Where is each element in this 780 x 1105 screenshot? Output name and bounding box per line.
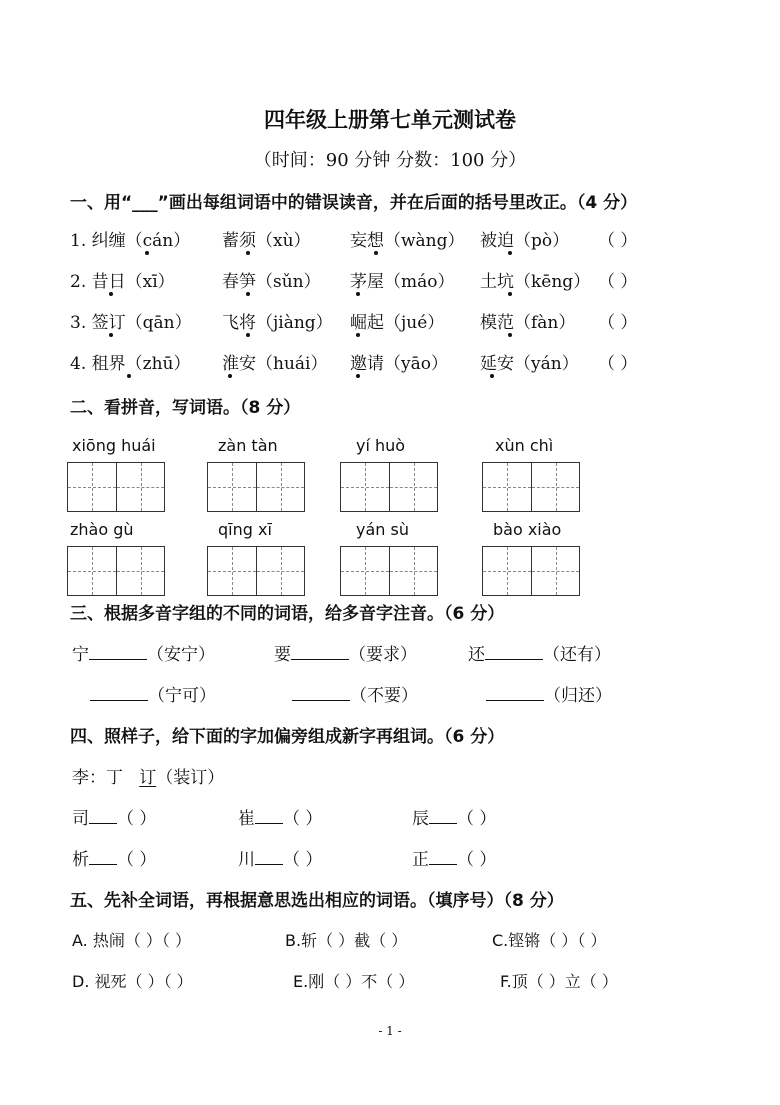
polyphone-row2-1: （宁可）: [90, 681, 216, 706]
s1-r3-answer: （ ）: [598, 313, 638, 333]
answer-blank[interactable]: [89, 645, 147, 660]
answer-blank[interactable]: [429, 809, 457, 824]
section-5-heading: 五、先补全词语，再根据意思选出相应的词语。（填序号）（8 分）: [70, 891, 564, 911]
writing-grid[interactable]: [207, 462, 305, 512]
emphasis-dot: [374, 251, 378, 255]
s1-r4-c1: 4. 租界（zhū）: [70, 354, 191, 374]
emphasis-dot: [246, 251, 250, 255]
pinyin-4: xùn chì: [495, 436, 554, 455]
section-4-heading: 四、照样子，给下面的字加偏旁组成新字再组词。（6 分）: [70, 727, 505, 747]
s1-r1-c4: 被迫（pò）: [480, 231, 570, 251]
answer-blank[interactable]: [486, 686, 544, 701]
radical-item-3: 辰 （ ）: [412, 809, 497, 829]
answer-blank[interactable]: [429, 850, 457, 865]
emphasis-dot: [145, 251, 149, 255]
radical-item-4: 析 （ ）: [72, 850, 157, 870]
emphasis-dot: [246, 292, 250, 296]
s1-r2-c1: 2. 昔日（xī）: [70, 272, 175, 292]
s1-r3-c2: 飞将（jiàng）: [222, 313, 333, 333]
answer-blank[interactable]: [90, 686, 148, 701]
exam-info: （时间：90 分钟 分数：100 分）: [253, 150, 527, 171]
emphasis-dot: [109, 292, 113, 296]
s1-r3-c1: 3. 签订（qān）: [70, 313, 192, 333]
emphasis-dot: [508, 333, 512, 337]
answer-blank[interactable]: [255, 850, 283, 865]
pinyin-5: zhào gù: [70, 520, 134, 539]
polyphone-row2-3: （归还）: [486, 681, 612, 706]
emphasis-dot: [356, 333, 360, 337]
writing-grid[interactable]: [67, 546, 165, 596]
emphasis-dot: [228, 374, 232, 378]
s1-r2-c4: 土坑（kēng）: [480, 272, 591, 292]
answer-blank[interactable]: [291, 645, 349, 660]
emphasis-dot: [508, 251, 512, 255]
s1-r3-c3: 崛起（jué）: [350, 313, 445, 333]
example-line: 李：丁 订（装订）: [72, 768, 225, 788]
page-title: 四年级上册第七单元测试卷: [264, 107, 516, 132]
writing-grid[interactable]: [482, 546, 580, 596]
s1-r2-c3: 茅屋（máo）: [350, 272, 455, 292]
idiom-d: D. 视死（ ）（ ）: [72, 972, 193, 991]
s1-r4-c4: 延安（yán）: [480, 354, 579, 374]
emphasis-dot: [127, 374, 131, 378]
radical-item-5: 川 （ ）: [238, 850, 323, 870]
emphasis-dot: [356, 292, 360, 296]
emphasis-dot: [109, 333, 113, 337]
answer-blank[interactable]: [255, 809, 283, 824]
writing-grid[interactable]: [67, 462, 165, 512]
emphasis-dot: [246, 333, 250, 337]
s1-r2-answer: （ ）: [598, 272, 638, 292]
polyphone-char-3: 还 （还有）: [468, 645, 611, 665]
s1-r2-c2: 春笋（sǔn）: [222, 272, 321, 292]
idiom-a: A. 热闹（ ）（ ）: [72, 931, 192, 950]
section-2-heading: 二、看拼音，写词语。（8 分）: [70, 398, 301, 418]
section-1-heading: 一、用“___”画出每组词语中的错误读音，并在后面的括号里改正。（4 分）: [70, 193, 638, 213]
writing-grid[interactable]: [340, 546, 438, 596]
s1-r1-c2: 蓄须（xù）: [222, 231, 311, 251]
answer-blank[interactable]: [89, 809, 117, 824]
pinyin-6: qīng xī: [218, 520, 272, 539]
idiom-b: B.斩（ ）截（ ）: [285, 931, 408, 950]
polyphone-char-1: 宁 （安宁）: [72, 645, 215, 665]
pinyin-7: yán sù: [356, 520, 409, 539]
writing-grid[interactable]: [340, 462, 438, 512]
answer-blank[interactable]: [292, 686, 350, 701]
answer-blank[interactable]: [485, 645, 543, 660]
s1-r4-c2: 淮安（huái）: [222, 354, 328, 374]
polyphone-char-2: 要 （要求）: [274, 645, 417, 665]
idiom-c: C.铿锵（ ）（ ）: [492, 931, 607, 950]
s1-r4-answer: （ ）: [598, 354, 638, 374]
emphasis-dot: [508, 292, 512, 296]
s1-r1-answer: （ ）: [598, 231, 638, 251]
pinyin-8: bào xiào: [493, 520, 562, 539]
pinyin-1: xiōng huái: [72, 436, 156, 455]
s1-r1-c3: 妄想（wàng）: [350, 231, 465, 251]
emphasis-dot: [490, 374, 494, 378]
radical-item-2: 崔 （ ）: [238, 809, 323, 829]
s1-r4-c3: 邀请（yāo）: [350, 354, 448, 374]
section-3-heading: 三、根据多音字组的不同的词语，给多音字注音。（6 分）: [70, 604, 505, 624]
radical-item-6: 正 （ ）: [412, 850, 497, 870]
radical-item-1: 司 （ ）: [72, 809, 157, 829]
s1-r3-c4: 模范（fàn）: [480, 313, 576, 333]
answer-blank[interactable]: [89, 850, 117, 865]
writing-grid[interactable]: [207, 546, 305, 596]
s1-r1-c1: 1. 纠缠（cán）: [70, 231, 191, 251]
idiom-f: F.顶（ ）立（ ）: [500, 972, 618, 991]
emphasis-dot: [356, 374, 360, 378]
pinyin-3: yí huò: [356, 436, 406, 455]
pinyin-2: zàn tàn: [218, 436, 278, 455]
polyphone-row2-2: （不要）: [292, 681, 418, 706]
writing-grid[interactable]: [482, 462, 580, 512]
idiom-e: E.刚（ ）不（ ）: [293, 972, 415, 991]
page-number: - 1 -: [378, 1024, 402, 1038]
